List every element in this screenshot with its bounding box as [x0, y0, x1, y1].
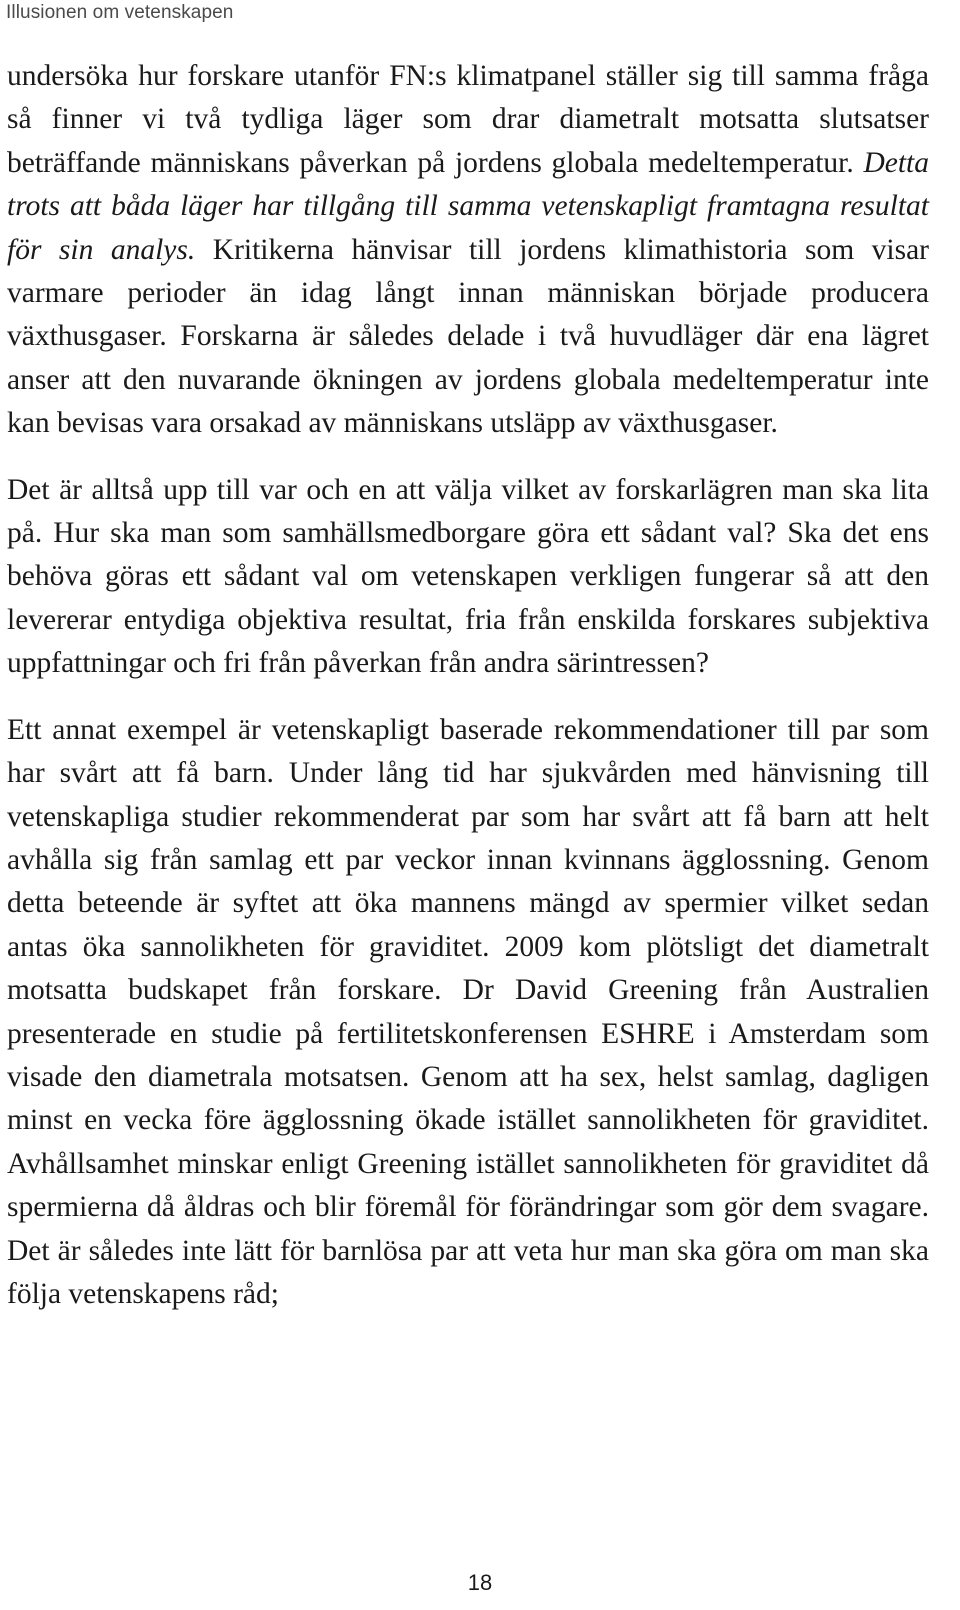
paragraph-3 — [7, 709, 929, 1317]
paragraph-2-text: Det är alltså upp till var och en att välja vilket av forskarlägren man ska lita på. Hur ska man som samhällsmedborgare göra ett sådant val? Ska det ens behöva göras ett sådant val om vetenskapen verkligen fungerar så att den levererar entydiga objektiva resultat, fria från enskilda forskares subjektiva uppfattningar och fri från påverkan från andra särintressen? — [7, 473, 929, 680]
paragraph-1-italic-text: Detta trots att båda läger har tillgång till samma vetenskapligt framtagna resultat för sin analys. — [7, 146, 929, 266]
paragraph-1-text-continued: Kritikerna hänvisar till jordens klimathistoria som visar varmare perioder än idag långt innan människan började producera växthusgaser. Forskarna är således delade i två huvudläger där ena lägret anser att den nuvarande ökningen av jordens globala medeltemperatur inte kan bevisas vara orsakad av människans utsläpp av växthusgaser. — [7, 233, 929, 440]
paragraph-1-text: undersöka hur forskare utanför FN:s klimatpanel ställer sig till samma fråga så finner vi två tydliga läger som drar diametralt motsatta slutsatser beträffande människans påverkan på jordens globala medeltemperatur. — [7, 60, 929, 179]
paragraph-2 — [7, 469, 929, 686]
body-text — [7, 55, 929, 1316]
paragraph-3-text: Ett annat exempel är vetenskapligt baserade rekommendationer till par som har svårt att få barn. Under lång tid har sjukvården med hänvisning till vetenskapliga studier rekommenderat par som har svårt att få barn att helt avhålla sig från samlag ett par veckor innan kvinnans ägglossning. Genom detta beteende är syftet att öka mannens mängd av spermier vilket sedan antas öka sannolikheten för graviditet. 2009 kom plötsligt det diametralt motsatta budskapet från forskare. Dr David Greening från Australien presenterade en studie på fertilitetskonferensen ESHRE i Amsterdam som visade den diametrala motsatsen. Genom att ha sex, helst samlag, dagligen minst en vecka före ägglossning ökade istället sannolikheten för graviditet. Avhållsamhet minskar enligt Greening istället sannolikheten för graviditet då spermierna då åldras och blir föremål för förändringar som gör dem svagare. Det är således inte lätt för barnlösa par att veta hur man ska göra om man ska följa vetenskapens råd; — [7, 713, 929, 1310]
running-head: Illusionen om vetenskapen — [6, 2, 234, 23]
paragraph-1 — [7, 55, 929, 446]
page-number: 18 — [467, 1570, 493, 1595]
